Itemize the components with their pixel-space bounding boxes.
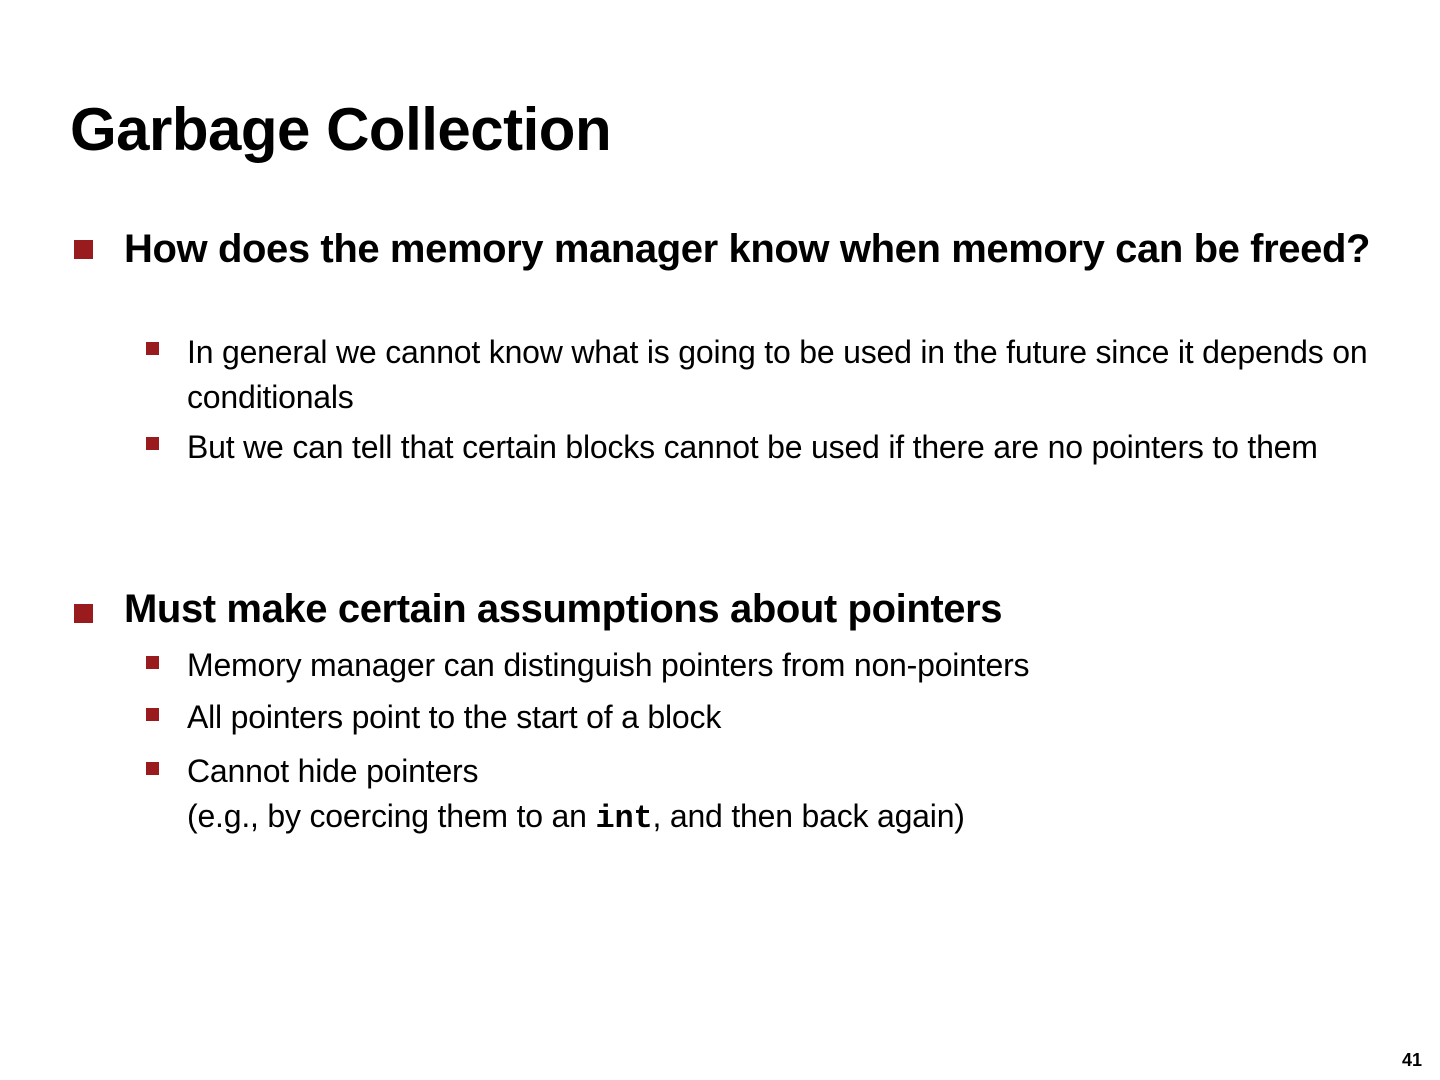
bullet-2-sub-3	[187, 749, 1397, 841]
bullet-1-sub-2: But we can tell that certain blocks cannot be used if there are no pointers to them	[187, 429, 1318, 465]
bullet-2-sub-3-prefix: (e.g., by coercing them to an	[187, 798, 596, 834]
slide-title: Garbage Collection	[70, 96, 612, 163]
bullet-1-text: How does the memory manager know when memory can be freed?	[124, 227, 1371, 271]
sub-bullet-marker-icon	[146, 342, 159, 355]
bullet-2-sub-1: Memory manager can distinguish pointers from non-pointers	[187, 647, 1030, 683]
bullet-marker-icon	[74, 240, 93, 259]
bullet-marker-icon	[74, 604, 93, 623]
sub-bullet-marker-icon	[146, 708, 159, 721]
sub-bullet-marker-icon	[146, 656, 159, 669]
sub-bullet-marker-icon	[146, 762, 159, 775]
page-number: 41	[1401, 1050, 1422, 1070]
bullet-2-sub-3-suffix: , and then back again)	[652, 798, 965, 834]
bullet-2-sub-2: All pointers point to the start of a block	[187, 699, 722, 735]
bullet-2-sub-3-line-1: Cannot hide pointers	[187, 753, 479, 789]
bullet-2-text: Must make certain assumptions about pointers	[124, 587, 1003, 631]
code-int: int	[595, 800, 653, 837]
bullet-1-sub-1: In general we cannot know what is going to be used in the future since it depends on conditionals	[187, 334, 1368, 415]
sub-bullet-marker-icon	[146, 437, 159, 450]
